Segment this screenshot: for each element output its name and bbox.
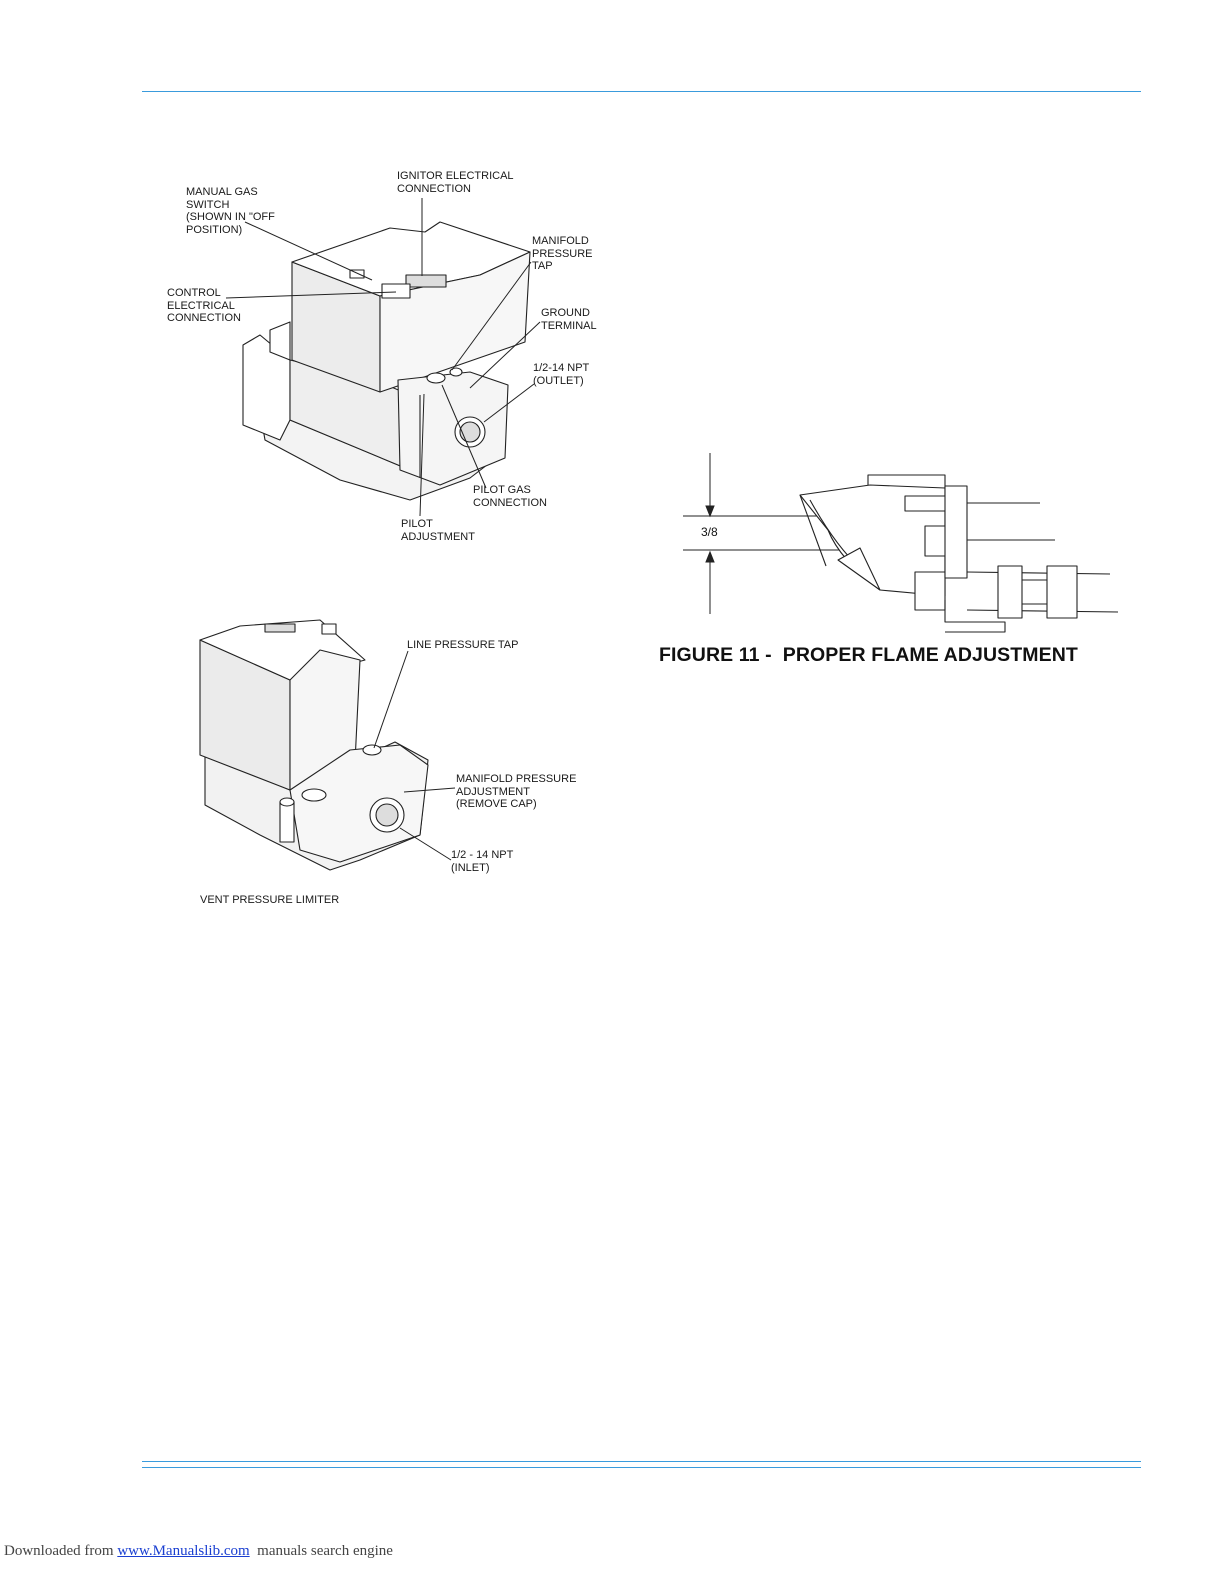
ignitor-connection-label: IGNITOR ELECTRICAL CONNECTION <box>397 170 514 195</box>
manifold-pressure-tap-label: MANIFOLD PRESSURE TAP <box>532 235 593 272</box>
footer-prefix: Downloaded from <box>4 1543 118 1559</box>
pilot-adjustment-label: PILOT ADJUSTMENT <box>401 518 475 543</box>
line-pressure-tap-label: LINE PRESSURE TAP <box>407 639 519 651</box>
control-connection-label: CONTROL ELECTRICAL CONNECTION <box>167 287 241 324</box>
flame-dimension-label: 3/8 <box>701 525 718 539</box>
ground-terminal-label: GROUND TERMINAL <box>541 307 597 332</box>
footer-rule-secondary <box>142 1467 1141 1468</box>
manual-gas-switch-label: MANUAL GAS SWITCH (SHOWN IN "OFF POSITION) <box>186 186 275 236</box>
flame-adjustment-drawing <box>0 0 1130 640</box>
figure-caption: FIGURE 11 - PROPER FLAME ADJUSTMENT <box>659 644 1078 666</box>
download-footer <box>4 1543 393 1560</box>
footer-suffix: manuals search engine <box>249 1543 393 1559</box>
manualslib-link[interactable]: www.Manualslib.com <box>117 1543 250 1559</box>
outlet-label: 1/2-14 NPT (OUTLET) <box>533 362 590 387</box>
vent-pressure-limiter-label: VENT PRESSURE LIMITER <box>200 894 340 906</box>
inlet-label: 1/2 - 14 NPT (INLET) <box>451 849 514 874</box>
pilot-gas-connection-label: PILOT GAS CONNECTION <box>473 484 547 509</box>
manifold-pressure-adjustment-label: MANIFOLD PRESSURE ADJUSTMENT (REMOVE CAP) <box>456 773 577 810</box>
footer-rule <box>142 1461 1141 1462</box>
